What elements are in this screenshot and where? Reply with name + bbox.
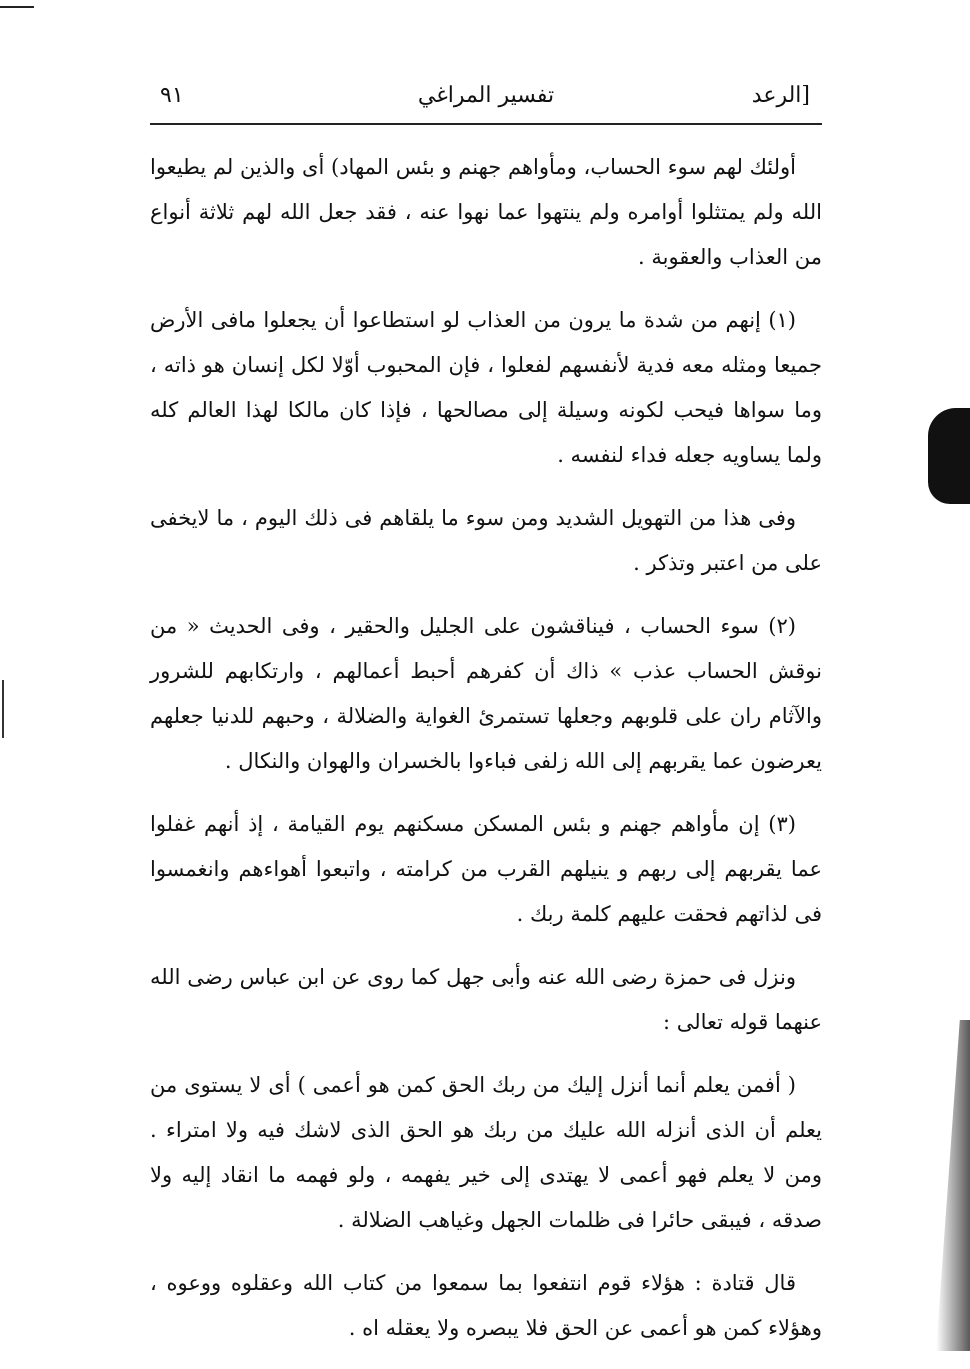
page-number: ٩١ [160, 83, 184, 108]
header-rule [150, 123, 822, 125]
paragraph: قال قتادة : هؤلاء قوم انتفعوا بما سمعوا من كتاب الله وعقلوه ووعوه ، وهؤلاء كمن هو أعمى عن الحق فلا يبصره ولا يعقله اه . [150, 1271, 822, 1340]
paragraph: (٣) إن مأواهم جهنم و بئس المسكن مسكنهم يوم القيامة ، إذ أنهم غفلوا عما يقربهم إلى ربهم و ينيلهم القرب من كرامته ، واتبعوا أهواءهم وانغمسوا فى لذاتهم فحقت عليهم كلمة ربك . [150, 812, 822, 926]
running-head-surah: [الرعد [751, 83, 810, 108]
paragraph: وفى هذا من التهويل الشديد ومن سوء ما يلقاهم فى ذلك اليوم ، ما لايخفى على من اعتبر وتذكر . [150, 506, 822, 575]
body-text [150, 145, 822, 1369]
paragraph: ( أفمن يعلم أنما أنزل إليك من ربك الحق كمن هو أعمى ) أى لا يستوى من يعلم أن الذى أنزله الله عليك من ربك هو الحق الذى لاشك فيه ولا امتراء . ومن لا يعلم فهو أعمى لا يهتدى إلى خير يفهمه ، ولو فهمه ما انقاد إليه ولا صدقه ، فيبقى حائرا فى ظلمات الجهل وغياهب الضلالة . [150, 1073, 822, 1232]
page-header [150, 78, 822, 116]
paragraph: ونزل فى حمزة رضى الله عنه وأبى جهل كما روى عن ابن عباس رضى الله عنهما قوله تعالى : [150, 965, 822, 1034]
scan-edge-shadow [936, 1020, 970, 1351]
scan-binding-shadow [928, 408, 970, 504]
scan-edge-mark [2, 680, 4, 738]
paragraph: أولئك لهم سوء الحساب، ومأواهم جهنم و بئس المهاد) أى والذين لم يطيعوا الله ولم يمتثلوا أوامره ولم ينتهوا عما نهوا عنه ، فقد جعل الله لهم ثلاثة أنواع من العذاب والعقوبة . [150, 155, 822, 269]
paragraph: (١) إنهم من شدة ما يرون من العذاب لو استطاعوا أن يجعلوا مافى الأرض جميعا ومثله معه فدية لأنفسهم لفعلوا ، فإن المحبوب أوّلا لكل إنسان هو ذاته ، وما سواها فيحب لكونه وسيلة إلى مصالحها ، فإذا كان مالكا لهذا العالم كله ولما يساويه جعله فداء لنفسه . [150, 308, 822, 467]
scan-edge-mark [0, 6, 34, 8]
running-head-title: تفسير المراغي [417, 83, 555, 108]
paragraph: (٢) سوء الحساب ، فيناقشون على الجليل والحقير ، وفى الحديث « من نوقش الحساب عذب » ذاك أن كفرهم أحبط أعمالهم ، وارتكابهم للشرور والآثام ران على قلوبهم وجعلها تستمرئ الغواية والضلالة ، وحبهم للدنيا جعلهم يعرضون عما يقربهم إلى الله زلفى فباءوا بالخسران والهوان والنكال . [150, 614, 822, 773]
